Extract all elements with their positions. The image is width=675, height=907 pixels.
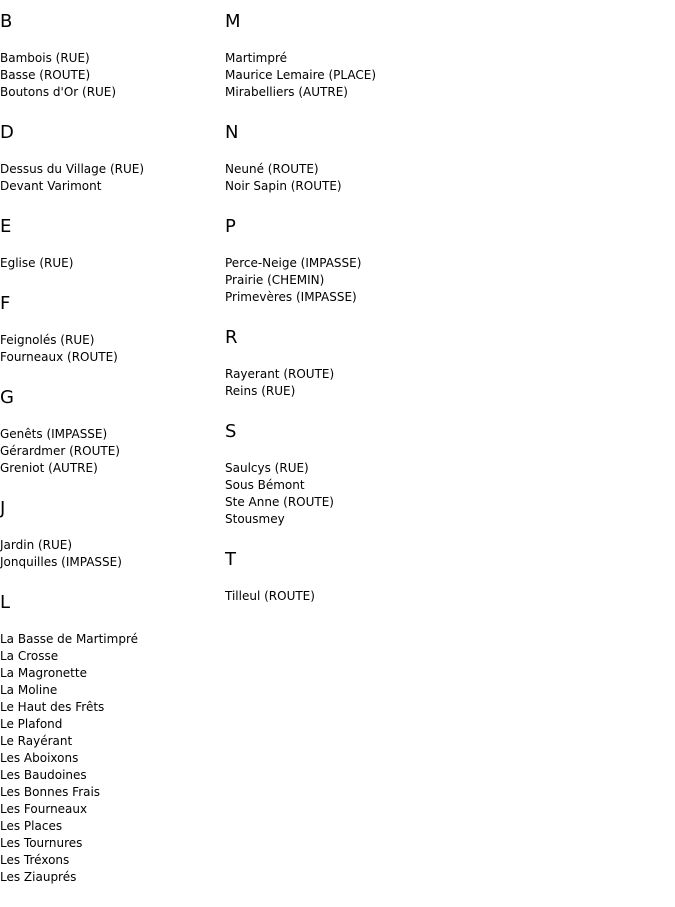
letter-group-r bbox=[225, 327, 525, 400]
street-list bbox=[0, 631, 220, 886]
street-link[interactable]: Le Rayérant bbox=[0, 734, 73, 748]
letter-heading: F bbox=[0, 293, 11, 314]
street-link[interactable]: Les Aboixons bbox=[0, 751, 79, 765]
street-link[interactable]: La Moline bbox=[0, 683, 58, 697]
street-link[interactable]: Primevères (IMPASSE) bbox=[225, 290, 357, 304]
street-link[interactable]: Les Fourneaux bbox=[0, 802, 88, 816]
letter-group-b bbox=[0, 11, 220, 101]
letter-heading: D bbox=[0, 122, 14, 143]
street-link[interactable]: Les Baudoines bbox=[0, 768, 87, 782]
street-link[interactable]: Le Haut des Frêts bbox=[0, 700, 105, 714]
street-link[interactable]: Les Tournures bbox=[0, 836, 83, 850]
street-link[interactable]: Maurice Lemaire (PLACE) bbox=[225, 68, 376, 82]
letter-heading: P bbox=[225, 216, 236, 237]
letter-group-d bbox=[0, 122, 220, 195]
letter-group-f bbox=[0, 293, 220, 366]
street-list bbox=[0, 332, 220, 366]
letter-heading: J bbox=[0, 498, 6, 519]
street-list bbox=[225, 366, 525, 400]
letter-group-l bbox=[0, 592, 220, 886]
letter-group-t bbox=[225, 549, 525, 605]
street-list bbox=[225, 161, 525, 195]
letter-group-p bbox=[225, 216, 525, 306]
street-link[interactable]: Le Plafond bbox=[0, 717, 63, 731]
letter-heading: B bbox=[0, 11, 13, 32]
letter-heading: R bbox=[225, 327, 238, 348]
letter-group-s bbox=[225, 421, 525, 528]
street-link[interactable]: Fourneaux (ROUTE) bbox=[0, 350, 118, 364]
street-list bbox=[0, 50, 220, 101]
street-link[interactable]: Les Tréxons bbox=[0, 853, 70, 867]
street-link[interactable]: Perce-Neige (IMPASSE) bbox=[225, 256, 362, 270]
street-link[interactable]: Les Places bbox=[0, 819, 63, 833]
street-link[interactable]: Greniot (AUTRE) bbox=[0, 461, 98, 475]
street-link[interactable]: Rayerant (ROUTE) bbox=[225, 367, 335, 381]
street-link[interactable]: Reins (RUE) bbox=[225, 384, 296, 398]
letter-heading: T bbox=[225, 549, 236, 570]
street-link[interactable]: La Basse de Martimpré bbox=[0, 632, 138, 646]
street-link[interactable]: Les Ziauprés bbox=[0, 870, 77, 884]
letter-heading: L bbox=[0, 592, 11, 613]
street-link[interactable]: Ste Anne (ROUTE) bbox=[225, 495, 334, 509]
street-link[interactable]: Genêts (IMPASSE) bbox=[0, 427, 108, 441]
letter-heading: M bbox=[225, 11, 241, 32]
street-link[interactable]: La Magronette bbox=[0, 666, 87, 680]
street-link[interactable]: Jardin (RUE) bbox=[0, 538, 73, 552]
street-list bbox=[225, 460, 525, 528]
street-list bbox=[225, 50, 525, 101]
street-link[interactable]: Les Bonnes Frais bbox=[0, 785, 101, 799]
street-link[interactable]: Eglise (RUE) bbox=[0, 256, 74, 270]
street-link[interactable]: La Crosse bbox=[0, 649, 59, 663]
street-link[interactable]: Boutons d'Or (RUE) bbox=[0, 85, 117, 99]
letter-heading: E bbox=[0, 216, 12, 237]
street-list bbox=[0, 255, 220, 272]
street-index-column-left bbox=[0, 0, 220, 907]
letter-group-j bbox=[0, 498, 220, 571]
letter-heading: N bbox=[225, 122, 239, 143]
street-link[interactable]: Noir Sapin (ROUTE) bbox=[225, 179, 342, 193]
street-index-column-right bbox=[225, 0, 525, 626]
street-link[interactable]: Devant Varimont bbox=[0, 179, 102, 193]
street-link[interactable]: Feignolés (RUE) bbox=[0, 333, 95, 347]
street-link[interactable]: Sous Bémont bbox=[225, 478, 305, 492]
street-link[interactable]: Gérardmer (ROUTE) bbox=[0, 444, 120, 458]
letter-heading: S bbox=[225, 421, 237, 442]
street-link[interactable]: Neuné (ROUTE) bbox=[225, 162, 319, 176]
letter-group-n bbox=[225, 122, 525, 195]
street-list bbox=[225, 588, 525, 605]
letter-group-g bbox=[0, 387, 220, 477]
street-link[interactable]: Mirabelliers (AUTRE) bbox=[225, 85, 348, 99]
street-link[interactable]: Jonquilles (IMPASSE) bbox=[0, 555, 122, 569]
street-link[interactable]: Prairie (CHEMIN) bbox=[225, 273, 325, 287]
letter-heading: G bbox=[0, 387, 14, 408]
street-list bbox=[0, 537, 220, 571]
street-link[interactable]: Martimpré bbox=[225, 51, 288, 65]
street-link[interactable]: Saulcys (RUE) bbox=[225, 461, 309, 475]
letter-group-e bbox=[0, 216, 220, 272]
street-link[interactable]: Dessus du Village (RUE) bbox=[0, 162, 145, 176]
street-link[interactable]: Bambois (RUE) bbox=[0, 51, 90, 65]
street-list bbox=[225, 255, 525, 306]
street-list bbox=[0, 426, 220, 477]
street-list bbox=[0, 161, 220, 195]
street-link[interactable]: Stousmey bbox=[225, 512, 285, 526]
street-link[interactable]: Basse (ROUTE) bbox=[0, 68, 91, 82]
street-link[interactable]: Tilleul (ROUTE) bbox=[225, 589, 315, 603]
letter-group-m bbox=[225, 11, 525, 101]
